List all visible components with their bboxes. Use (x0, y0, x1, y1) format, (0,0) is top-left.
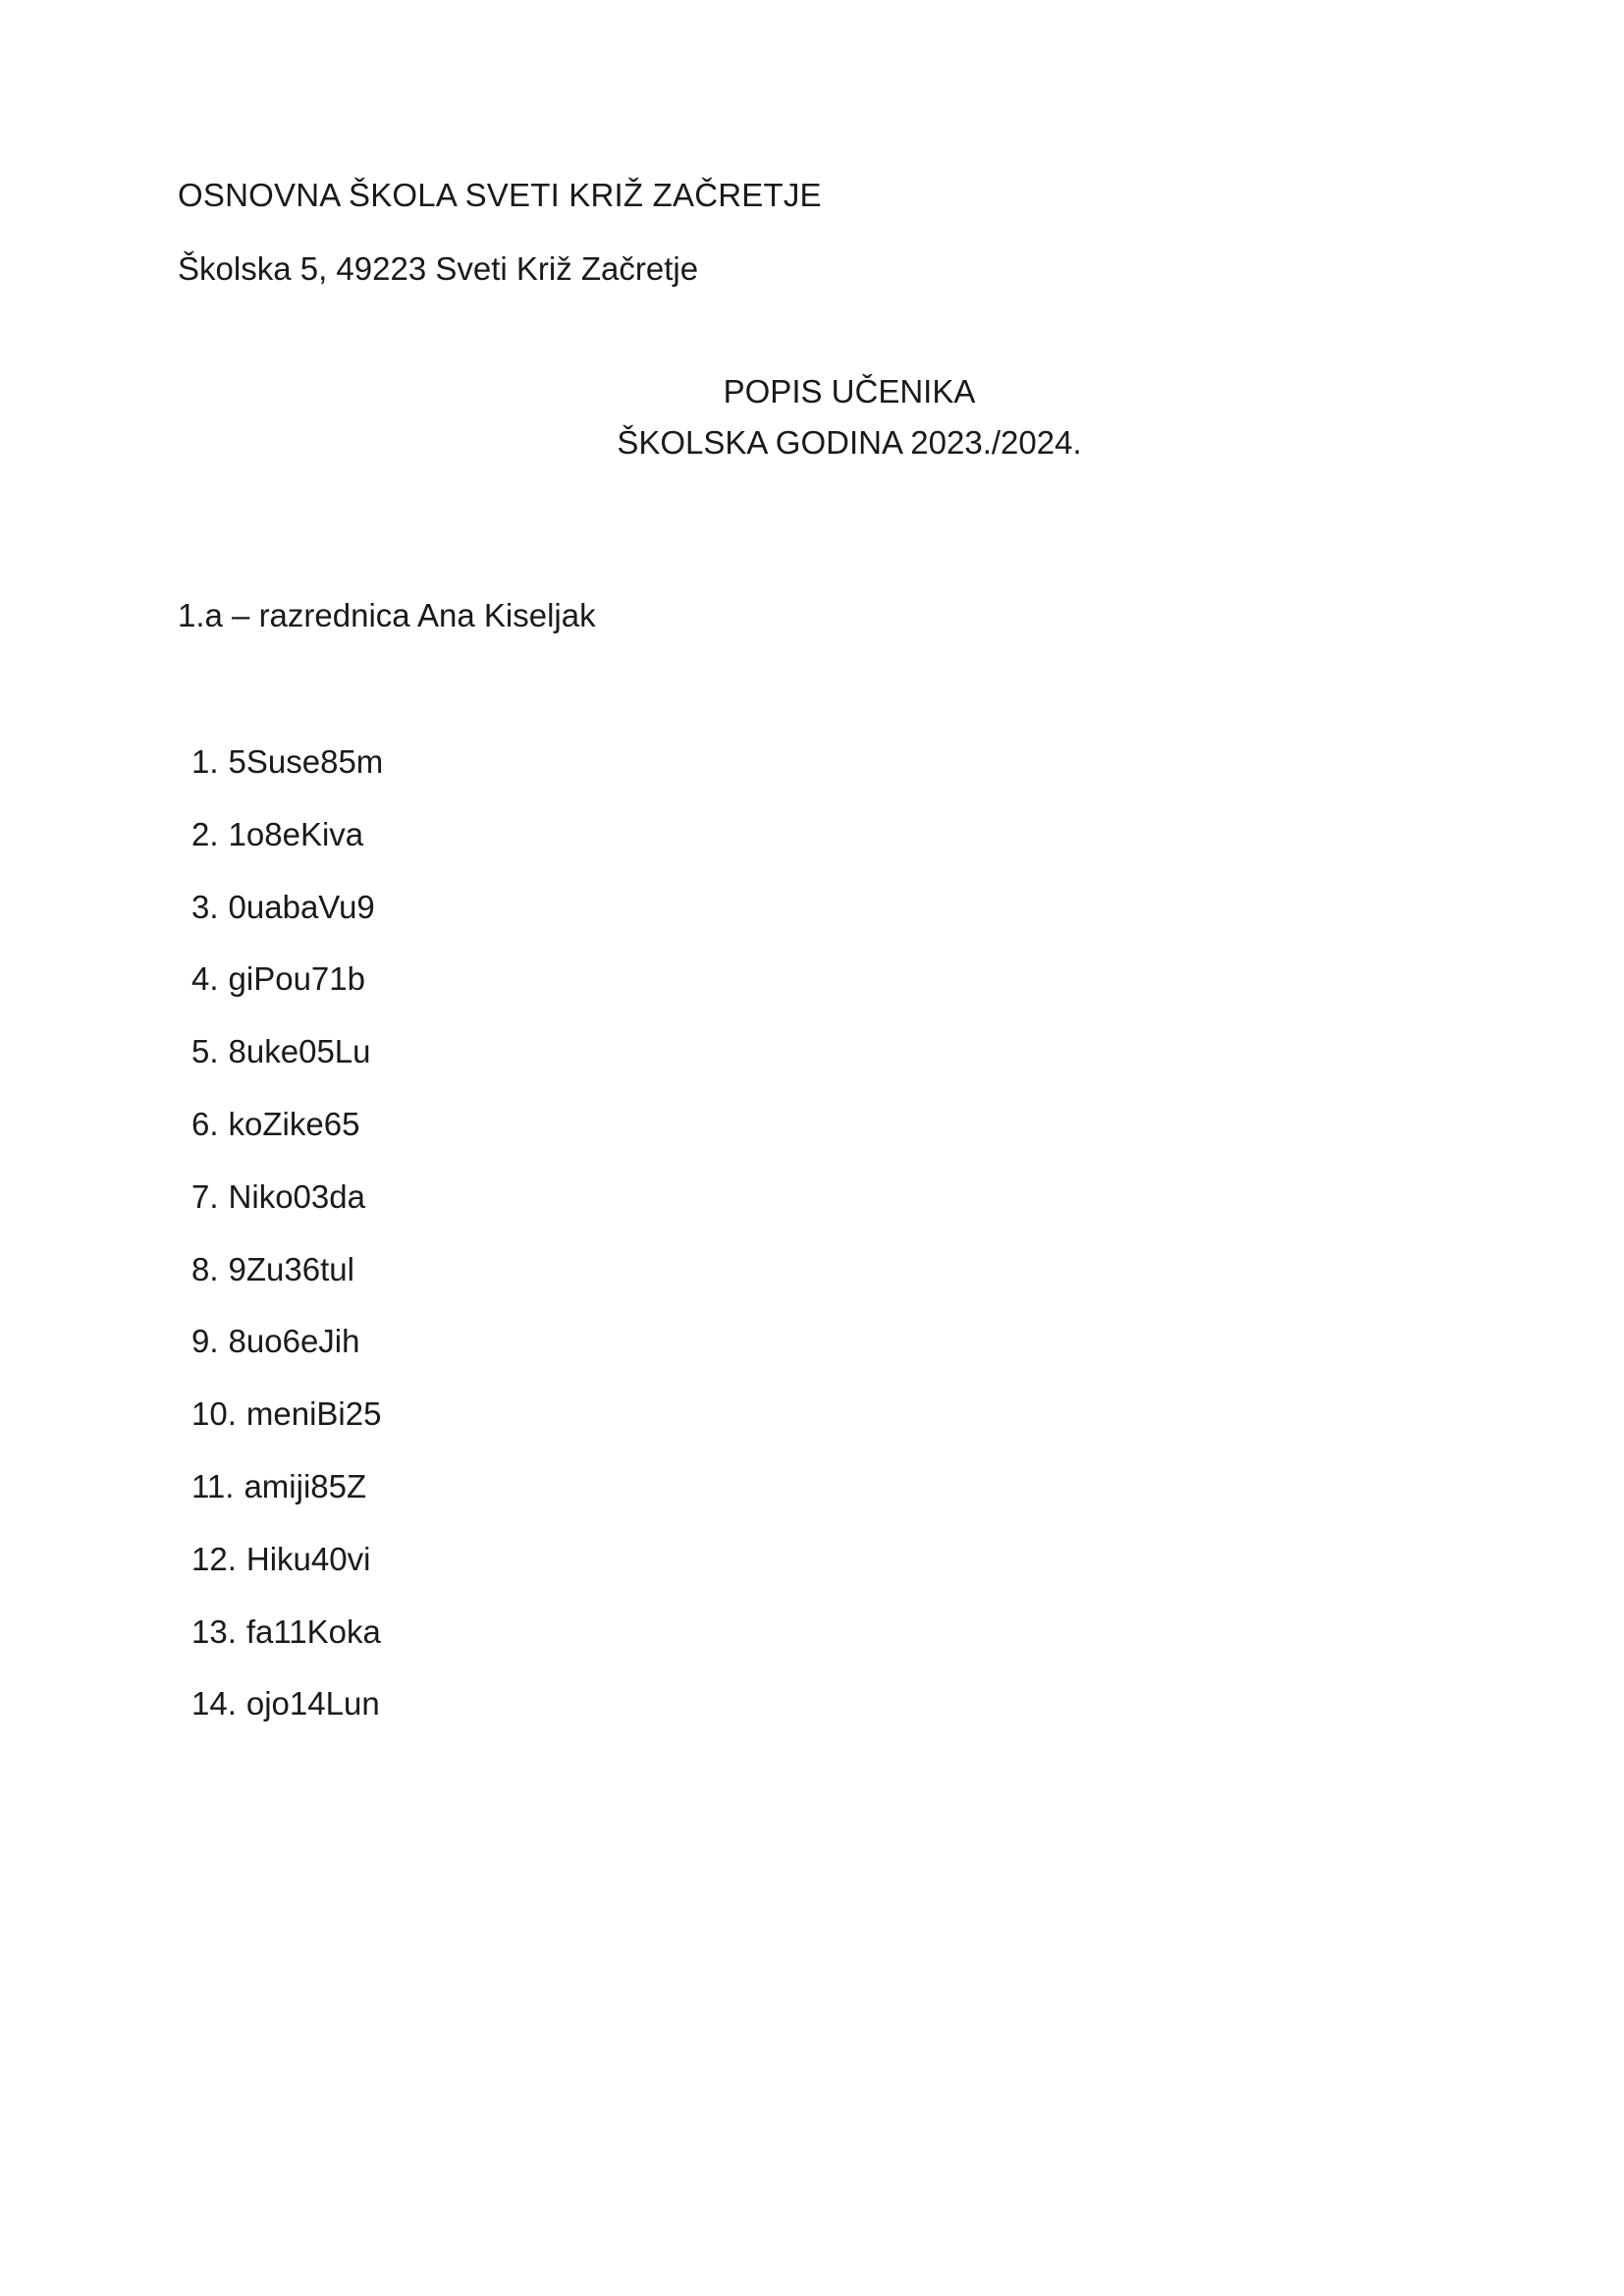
student-number: 2. (191, 815, 219, 852)
student-number: 7. (191, 1177, 219, 1215)
student-number: 13. (191, 1613, 237, 1650)
student-code: 1o8eKiva (228, 815, 364, 852)
list-item (191, 1394, 383, 1467)
student-code: amiji85Z (244, 1467, 367, 1504)
school-year: ŠKOLSKA GODINA 2023./2024. (617, 424, 1082, 461)
student-number: 8. (191, 1250, 219, 1287)
student-number: 5. (191, 1033, 219, 1070)
student-code: Niko03da (228, 1177, 365, 1215)
student-code: 8uke05Lu (228, 1033, 371, 1070)
list-item (191, 1467, 383, 1540)
student-code: 9Zu36tul (228, 1250, 354, 1287)
list-item (191, 1105, 383, 1177)
list-item (191, 1322, 383, 1394)
list-item (191, 815, 383, 888)
student-code: Hiku40vi (245, 1540, 371, 1577)
school-name: OSNOVNA ŠKOLA SVETI KRIŽ ZAČRETJE (178, 177, 822, 213)
student-code: 5Suse85m (228, 743, 384, 780)
list-item (191, 1540, 383, 1613)
student-code: 0uabaVu9 (228, 888, 375, 925)
student-number: 1. (191, 743, 219, 780)
list-item (191, 742, 383, 815)
student-number: 9. (191, 1323, 219, 1360)
document-title: POPIS UČENIKA (723, 373, 976, 410)
school-address: Školska 5, 49223 Sveti Križ Začretje (178, 250, 699, 287)
list-item (191, 888, 383, 960)
list-item (191, 1032, 383, 1105)
student-number: 11. (191, 1467, 235, 1504)
student-code: ojo14Lun (245, 1685, 380, 1722)
student-code: 8uo6eJih (228, 1323, 360, 1360)
list-item (191, 1613, 383, 1685)
student-code: meniBi25 (245, 1395, 382, 1433)
student-code: giPou71b (228, 960, 365, 998)
student-number: 4. (191, 960, 219, 998)
list-item (191, 1684, 383, 1757)
student-number: 12. (191, 1540, 237, 1577)
list-item (191, 1177, 383, 1250)
student-number: 6. (191, 1105, 219, 1142)
student-code: fa11Koka (245, 1613, 381, 1650)
student-number: 10. (191, 1395, 237, 1433)
student-list (191, 742, 383, 1757)
class-heading: 1.a – razrednica Ana Kiseljak (178, 597, 596, 633)
list-item (191, 1250, 383, 1323)
student-code: koZike65 (228, 1105, 360, 1142)
list-item (191, 959, 383, 1032)
student-number: 14. (191, 1685, 237, 1722)
student-number: 3. (191, 888, 219, 925)
